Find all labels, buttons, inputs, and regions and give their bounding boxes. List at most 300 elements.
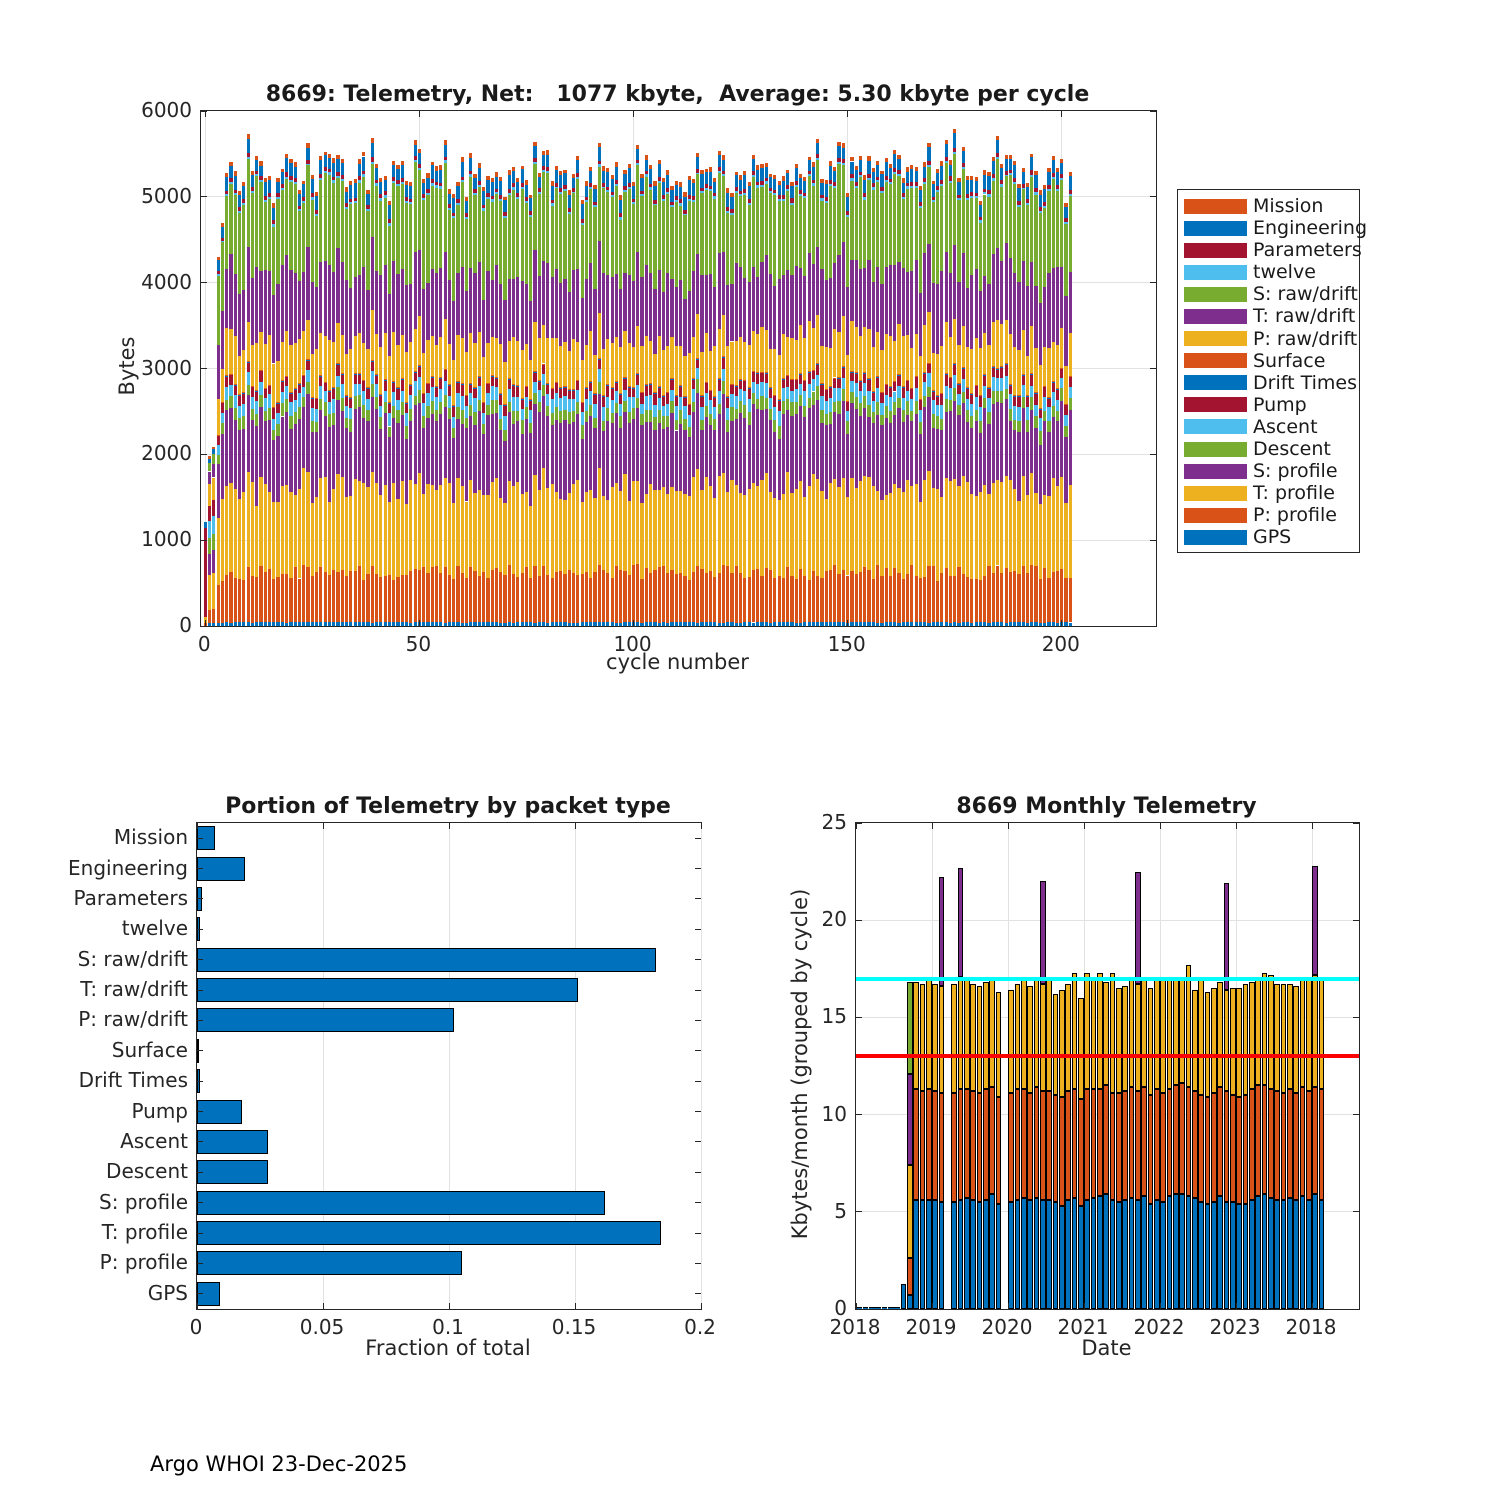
bar-segment: [615, 274, 618, 337]
bar-segment: [585, 186, 588, 197]
bar-segment: [893, 382, 896, 392]
bar-segment: [1009, 334, 1012, 384]
legend-item: [1178, 239, 1362, 262]
bar-segment: [379, 577, 382, 622]
bar-segment: [555, 166, 558, 171]
bar-segment: [384, 198, 387, 265]
bar-segment: [769, 388, 772, 398]
monthly-bar-segment: [1224, 1091, 1229, 1202]
bar-segment: [431, 179, 434, 183]
bar-segment: [850, 174, 853, 178]
bar-segment: [247, 361, 250, 362]
bar-segment: [379, 201, 382, 275]
bar-segment: [555, 383, 558, 394]
bar-segment: [1047, 496, 1050, 578]
x-tick-label: 0.2: [684, 1315, 716, 1339]
bar-segment: [752, 171, 755, 175]
bar-segment: [234, 386, 237, 396]
bar-segment: [478, 576, 481, 622]
bar-segment: [572, 391, 575, 400]
bar-segment: [842, 366, 845, 367]
bar-segment: [533, 393, 536, 404]
bar-segment: [593, 572, 596, 622]
monthly-bar-segment: [1236, 1097, 1241, 1204]
bar-segment: [662, 622, 665, 626]
bar-segment: [773, 395, 776, 396]
bar-segment: [696, 379, 699, 392]
bar-segment: [362, 157, 365, 171]
bar-segment: [533, 158, 536, 162]
bar-segment: [212, 478, 215, 500]
bar-segment: [255, 401, 258, 414]
bar-segment: [315, 409, 318, 422]
bar-segment: [225, 486, 228, 575]
bar-segment: [619, 289, 622, 347]
y-tick-label: 6000: [141, 98, 192, 122]
monthly-bar-segment: [913, 982, 918, 1089]
monthly-bar-segment: [920, 984, 925, 1091]
bar-segment: [289, 159, 292, 163]
monthly-bar-segment: [1078, 1099, 1083, 1206]
footer-credit: Argo WHOI 23-Dec-2025: [150, 1452, 408, 1476]
bar-segment: [867, 178, 870, 180]
bar-segment: [957, 345, 960, 383]
bar-segment: [576, 575, 579, 622]
bar-segment: [448, 385, 451, 395]
bar-segment: [975, 181, 978, 193]
bar-segment: [760, 396, 763, 409]
bar-segment: [688, 405, 691, 416]
bar-segment: [1060, 163, 1063, 174]
bar-segment: [1000, 622, 1003, 626]
bar-segment: [516, 411, 519, 421]
monthly-bar-segment: [1192, 1198, 1197, 1309]
bar-segment: [405, 403, 408, 413]
bar-segment: [709, 571, 712, 622]
legend-item-label: T: raw/drift: [1253, 305, 1356, 328]
tick-mark: [197, 1263, 203, 1264]
bar-segment: [1060, 368, 1063, 369]
bar-segment: [255, 390, 258, 391]
bar-segment: [306, 361, 309, 371]
bar-segment: [709, 390, 712, 391]
monthly-bar-segment: [1103, 1085, 1108, 1194]
bar-segment: [790, 391, 793, 403]
bar-segment: [341, 159, 344, 163]
bar-segment: [1039, 623, 1042, 626]
bar-segment: [234, 171, 237, 176]
bar-segment: [229, 329, 232, 374]
bar-segment: [902, 268, 905, 337]
bar-segment: [966, 176, 969, 180]
monthly-bar-segment: [1255, 1196, 1260, 1309]
bar-segment: [247, 372, 250, 385]
bar-segment: [923, 372, 926, 373]
bar-segment: [953, 364, 956, 375]
bar-segment: [769, 492, 772, 570]
bar-segment: [683, 406, 686, 419]
bar-segment: [675, 396, 678, 405]
bar-segment: [945, 144, 948, 157]
bar-segment: [829, 161, 832, 165]
bar-segment: [418, 153, 421, 164]
bar-segment: [461, 623, 464, 626]
bar-segment: [748, 345, 751, 387]
bar-segment: [482, 402, 485, 403]
bar-segment: [384, 622, 387, 626]
bar-segment: [529, 215, 532, 217]
bar-segment: [859, 481, 862, 572]
bar-segment: [568, 623, 571, 626]
bar-segment: [354, 198, 357, 202]
bar-segment: [1060, 569, 1063, 621]
bar-segment: [932, 622, 935, 626]
bar-segment: [354, 384, 357, 396]
monthly-bar-segment: [1281, 1093, 1286, 1200]
bar-segment: [743, 405, 746, 418]
bar-segment: [281, 574, 284, 623]
bar-segment: [863, 175, 866, 180]
bar-segment: [606, 385, 609, 396]
bar-segment: [478, 262, 481, 333]
bar-segment: [572, 573, 575, 622]
bar-segment: [1052, 381, 1055, 382]
bar-segment: [880, 187, 883, 191]
bar-segment: [259, 622, 262, 626]
bar-segment: [846, 497, 849, 576]
bar-segment: [294, 182, 297, 184]
bar-segment: [401, 182, 404, 184]
bar-segment: [649, 622, 652, 626]
bar-segment: [264, 622, 267, 626]
bar-segment: [927, 147, 930, 161]
bar-segment: [508, 378, 511, 379]
bar-segment: [611, 192, 614, 195]
bar-segment: [473, 195, 476, 273]
bar-segment: [491, 196, 494, 199]
bar-segment: [221, 623, 224, 626]
bar-segment: [384, 265, 387, 333]
bar-segment: [555, 393, 558, 407]
bar-segment: [349, 398, 352, 408]
bar-segment: [996, 248, 999, 320]
bar-segment: [863, 396, 866, 408]
bar-segment: [229, 572, 232, 622]
bar-segment: [448, 280, 451, 344]
bar-segment: [375, 168, 378, 180]
monthly-bar-segment: [1072, 1089, 1077, 1198]
bar-segment: [675, 431, 678, 491]
bar-segment: [375, 384, 378, 397]
bar-segment: [893, 415, 896, 484]
bar-segment: [229, 483, 232, 573]
portion-chart-title: Portion of Telemetry by packet type: [225, 794, 671, 819]
bar-segment: [551, 622, 554, 626]
bar-segment: [371, 143, 374, 157]
bar-segment: [820, 384, 823, 396]
bar-segment: [247, 153, 250, 157]
bar-segment: [478, 386, 481, 400]
bar-segment: [970, 198, 973, 275]
bar-segment: [876, 415, 879, 491]
bar-segment: [217, 257, 220, 260]
bar-segment: [700, 188, 703, 191]
bar-segment: [795, 168, 798, 180]
bar-segment: [508, 412, 511, 482]
bar-segment: [606, 622, 609, 626]
bar-segment: [568, 212, 571, 214]
monthly-bar-segment: [1008, 1202, 1013, 1309]
bar-segment: [542, 365, 545, 374]
bar-segment: [332, 570, 335, 623]
bar-segment: [760, 181, 763, 185]
bar-segment: [966, 422, 969, 482]
monthly-bar-segment: [1217, 982, 1222, 1087]
bar-segment: [315, 422, 318, 432]
monthly-bar-segment: [1179, 1194, 1184, 1309]
bar-segment: [242, 622, 245, 626]
x-tick-label: 100: [613, 632, 652, 656]
bar-segment: [855, 182, 858, 186]
bar-segment: [653, 204, 656, 206]
bar-segment: [349, 199, 352, 203]
bar-segment: [957, 415, 960, 486]
bar-segment: [1005, 159, 1008, 171]
bar-segment: [294, 495, 297, 568]
bar-segment: [812, 370, 815, 371]
bar-segment: [863, 327, 866, 373]
bar-segment: [662, 199, 665, 201]
bar-segment: [465, 201, 468, 213]
bar-segment: [670, 202, 673, 205]
bar-segment: [915, 376, 918, 377]
monthly-bar-segment: [913, 1089, 918, 1200]
bar-segment: [576, 390, 579, 401]
bar-segment: [1030, 177, 1033, 262]
bar-segment: [294, 388, 297, 389]
bar-segment: [940, 405, 943, 419]
bar-segment: [602, 188, 605, 272]
bar-segment: [349, 181, 352, 185]
bar-segment: [1069, 623, 1072, 626]
bar-segment: [336, 622, 339, 626]
bar-segment: [645, 396, 648, 410]
bar-segment: [816, 154, 819, 158]
tick-mark: [201, 196, 207, 197]
bar-segment: [508, 622, 511, 626]
bar-segment: [341, 262, 344, 335]
bar-segment: [1056, 571, 1059, 623]
bar-segment: [414, 162, 417, 252]
bar-segment: [598, 164, 601, 166]
bar-segment: [217, 274, 220, 276]
category-label: Drift Times: [78, 1068, 188, 1093]
bar-segment: [328, 391, 331, 401]
bar-segment: [683, 576, 686, 622]
bar-segment: [598, 167, 601, 241]
x-tick-label: 0: [189, 1315, 203, 1339]
bar-segment: [927, 566, 930, 622]
bar-segment: [889, 265, 892, 336]
bar-segment: [765, 398, 768, 409]
bar-segment: [461, 384, 464, 385]
bar-segment: [375, 271, 378, 334]
bar-segment: [529, 211, 532, 215]
bar-segment: [842, 401, 845, 478]
bar-segment: [760, 185, 763, 187]
bar-segment: [902, 199, 905, 268]
bar-segment: [559, 398, 562, 411]
bar-segment: [294, 567, 297, 622]
bar-segment: [422, 622, 425, 626]
bar-segment: [885, 622, 888, 626]
x-tick-label: 50: [405, 632, 432, 656]
bar-segment: [431, 269, 434, 336]
bar-segment: [675, 185, 678, 196]
bar-segment: [319, 174, 322, 178]
bar-segment: [581, 412, 584, 425]
bar-segment: [799, 373, 802, 374]
tick-mark: [419, 111, 420, 117]
bar-segment: [366, 622, 369, 626]
bar-segment: [473, 571, 476, 622]
bar-segment: [859, 622, 862, 626]
monthly-bar-segment: [1015, 1200, 1020, 1309]
bar-segment: [533, 322, 536, 371]
bar-segment: [679, 385, 682, 386]
bar-segment: [546, 416, 549, 488]
bar-segment: [799, 174, 802, 178]
bar-segment: [512, 486, 515, 574]
bar-segment: [743, 381, 746, 392]
tick-mark: [201, 282, 207, 283]
bar-segment: [491, 376, 494, 377]
monthly-bar-segment: [1135, 1091, 1140, 1200]
bar-segment: [482, 622, 485, 626]
tick-mark: [197, 929, 203, 930]
bar-segment: [345, 622, 348, 626]
bar-segment: [1034, 195, 1037, 286]
bar-segment: [294, 424, 297, 495]
bar-segment: [422, 428, 425, 494]
bar-segment: [906, 335, 909, 379]
bar-segment: [229, 162, 232, 167]
bar-segment: [568, 214, 571, 292]
bar-segment: [658, 387, 661, 397]
bar-segment: [683, 214, 686, 216]
bar-segment: [979, 580, 982, 622]
bar-segment: [533, 475, 536, 566]
bar-segment: [936, 354, 939, 396]
bar-segment: [910, 421, 913, 485]
bar-segment: [508, 341, 511, 378]
bar-segment: [208, 463, 211, 472]
bar-segment: [653, 354, 656, 393]
bar-segment: [264, 572, 267, 622]
bar-segment: [816, 158, 819, 160]
bar-segment: [311, 432, 314, 503]
bar-segment: [713, 577, 716, 622]
bar-segment: [422, 403, 425, 416]
bar-segment: [285, 158, 288, 172]
bar-segment: [473, 273, 476, 343]
bar-segment: [358, 481, 361, 567]
bar-segment: [461, 267, 464, 339]
bar-segment: [743, 495, 746, 578]
bar-segment: [375, 397, 378, 408]
bar-segment: [546, 575, 549, 623]
bar-segment: [632, 388, 635, 397]
monthly-bar-segment: [1192, 1091, 1197, 1198]
bar-segment: [452, 428, 455, 438]
bar-segment: [743, 380, 746, 381]
monthly-bar-segment: [1236, 988, 1241, 1097]
legend-item-label: S: raw/drift: [1253, 283, 1358, 306]
bar-segment: [748, 387, 751, 388]
bar-segment: [632, 347, 635, 387]
bar-segment: [332, 342, 335, 387]
bar-segment: [705, 172, 708, 184]
bar-segment: [700, 396, 703, 397]
bar-segment: [940, 180, 943, 184]
bar-segment: [949, 576, 952, 623]
bar-segment: [341, 398, 344, 411]
bar-segment: [289, 176, 292, 180]
bar-segment: [675, 395, 678, 396]
bar-segment: [692, 179, 695, 184]
bar-segment: [221, 581, 224, 623]
bar-segment: [962, 147, 965, 152]
bar-segment: [456, 335, 459, 382]
bar-segment: [294, 412, 297, 424]
bar-segment: [328, 414, 331, 427]
bar-segment: [1026, 286, 1029, 356]
bar-segment: [842, 143, 845, 148]
bar-segment: [923, 382, 926, 396]
tick-mark: [856, 920, 862, 921]
bar-segment: [572, 270, 575, 340]
bar-segment: [636, 398, 639, 409]
bar-segment: [533, 164, 536, 250]
bar-segment: [247, 139, 250, 153]
bar-segment: [512, 386, 515, 398]
bar-segment: [1022, 622, 1025, 626]
bar-segment: [461, 162, 464, 177]
tick-mark: [197, 959, 203, 960]
bar-segment: [388, 413, 391, 427]
bar-segment: [979, 421, 982, 433]
bar-segment: [705, 169, 708, 173]
bar-segment: [259, 370, 262, 371]
bar-segment: [735, 419, 738, 485]
category-label: Mission: [113, 825, 188, 850]
bar-segment: [645, 384, 648, 385]
portion-bar: [197, 1100, 242, 1124]
bar-segment: [546, 167, 549, 171]
bar-segment: [384, 413, 387, 485]
bar-segment: [756, 569, 759, 622]
tick-mark: [1312, 1303, 1313, 1309]
tick-mark: [197, 1050, 203, 1051]
bar-segment: [795, 623, 798, 626]
bar-segment: [508, 379, 511, 380]
bar-segment: [276, 361, 279, 402]
bar-segment: [572, 390, 575, 391]
bar-segment: [897, 408, 900, 488]
bar-segment: [692, 622, 695, 626]
bar-segment: [662, 566, 665, 622]
bar-segment: [628, 164, 631, 169]
